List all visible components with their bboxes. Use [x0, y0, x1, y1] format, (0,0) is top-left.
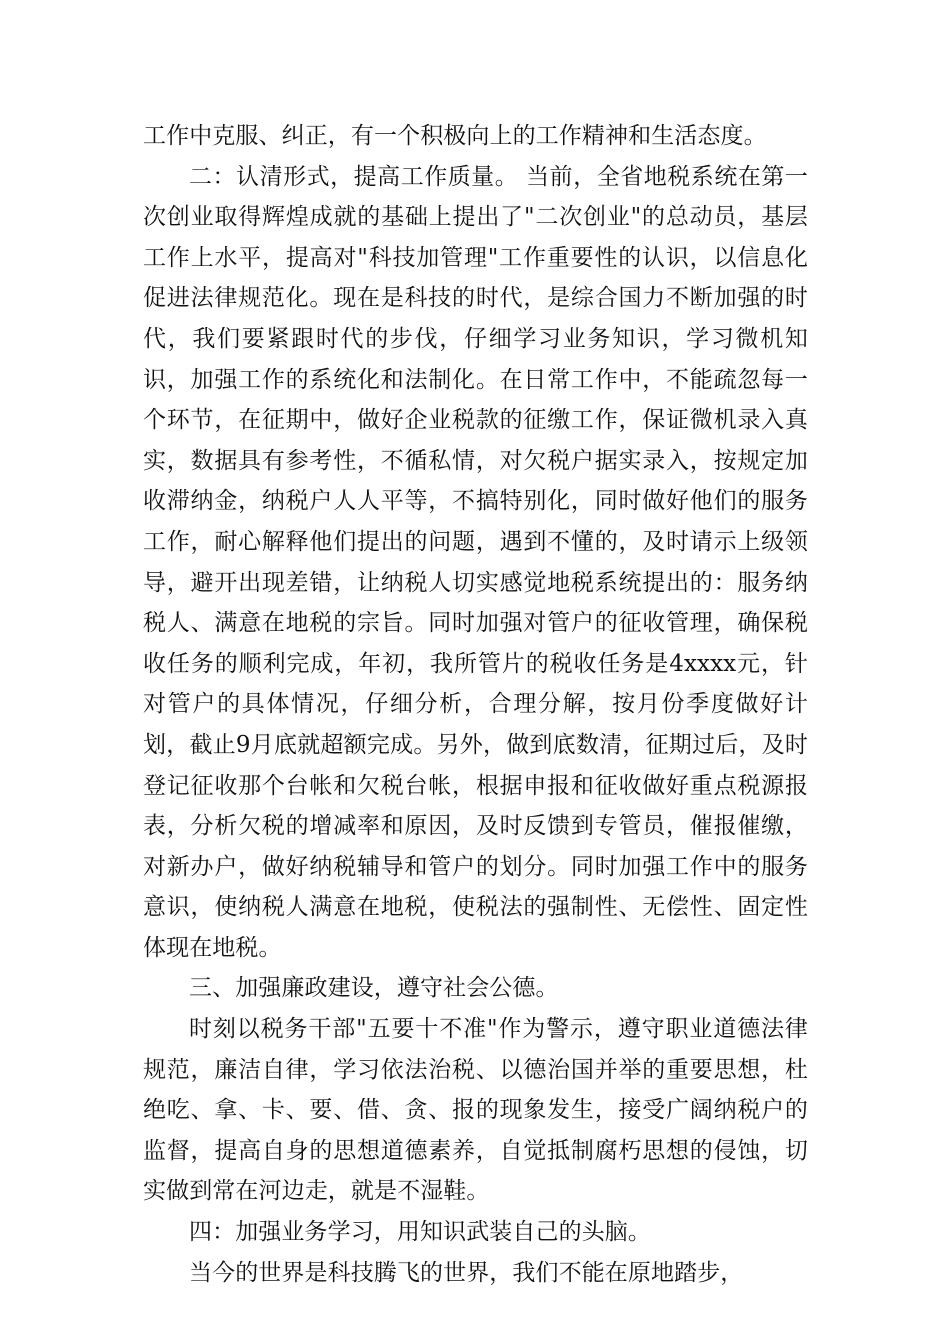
paragraph-section-four: 当今的世界是科技腾飞的世界，我们不能在原地踏步， [189, 1259, 744, 1286]
document-body [143, 116, 808, 1293]
heading-section-three: 三、加强廉政建设，遵守社会公德。 [189, 975, 559, 1002]
heading-section-four: 四：加强业务学习，用知识武装自己的头脑。 [189, 1219, 651, 1246]
paragraph-section-three: 时刻以税务干部"五要十不准"作为警示，遵守职业道德法律规范，廉洁自律，学习依法治税、以德治国并举的重要思想，杜绝吃、拿、卡、要、借、贪、报的现象发生，接受广阔纳税户的监督，提高自身的思想道德素养，自觉抵制腐朽思想的侵蚀，切实做到常在河边走，就是不湿鞋。 [143, 1016, 808, 1205]
paragraph-section-two: 二：认清形式，提高工作质量。 当前，全省地税系统在第一次创业取得辉煌成就的基础上提出了"二次创业"的总动员，基层工作上水平，提高对"科技加管理"工作重要性的认识，以信息化促进法律规范化。现在是科技的时代，是综合国力不断加强的时代，我们要紧跟时代的步伐，仔细学习业务知识，学习微机知识，加强工作的系统化和法制化。在日常工作中，不能疏忽每一个环节，在征期中，做好企业税款的征缴工作，保证微机录入真实，数据具有参考性，不循私情，对欠税户据实录入，按规定加收滞纳金，纳税户人人平等，不搞特别化，同时做好他们的服务工作，耐心解释他们提出的问题，遇到不懂的，及时请示上级领导，避开出现差错，让纳税人切实感觉地税系统提出的：服务纳税人、满意在地税的宗旨。同时加强对管户的征收管理，确保税收任务的顺利完成，年初，我所管片的税收任务是4xxxx元，针对管户的具体情况，仔细分析，合理分解，按月份季度做好计划，截止9月底就超额完成。另外，做到底数清，征期过后，及时登记征收那个台帐和欠税台帐，根据申报和征收做好重点税源报表，分析欠税的增减率和原因，及时反馈到专管员，催报催缴，对新办户，做好纳税辅导和管户的划分。同时加强工作中的服务意识，使纳税人满意在地税，使税法的强制性、无偿性、固定性体现在地税。 [143, 163, 808, 961]
paragraph-continuation: 工作中克服、纠正，有一个积极向上的工作精神和生活态度。 [143, 123, 767, 149]
